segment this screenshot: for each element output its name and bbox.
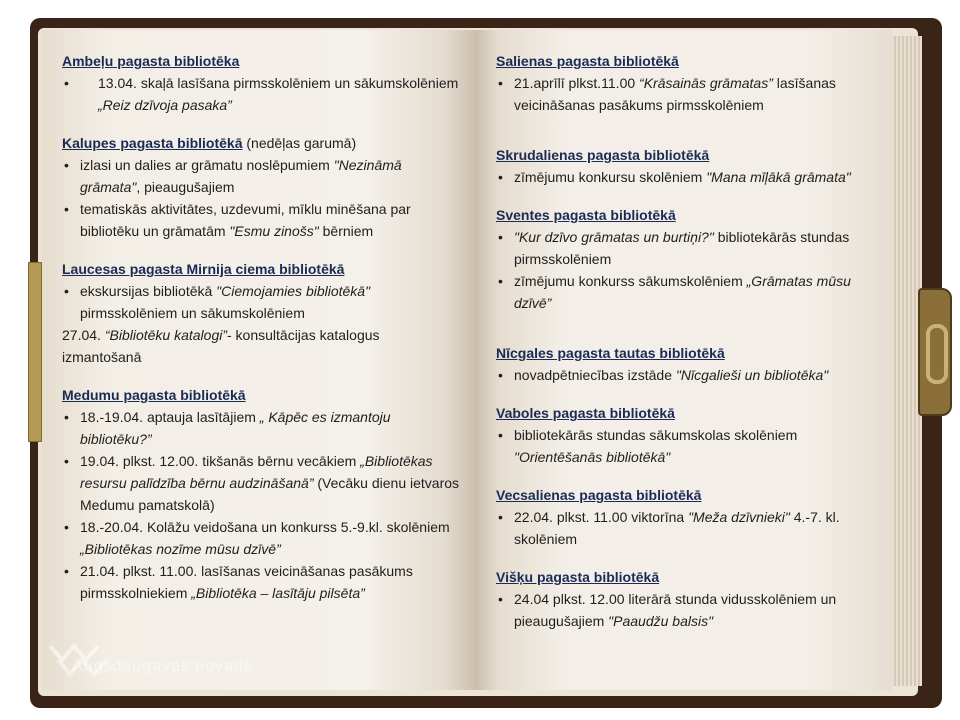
left-clasp (28, 262, 42, 442)
list-item: • zīmējumu konkursu skolēniem "Mana mīļākā grāmata" (496, 166, 886, 188)
list-item: • tematiskās aktivitātes, uzdevumi, mīklu minēšana par bibliotēku un grāmatām "Esmu zinošs" bērniem (62, 198, 462, 242)
section-heading: Vecsalienas pagasta bibliotēkā (496, 487, 702, 503)
section-vecsalienas (496, 484, 886, 550)
clasp-ring (926, 324, 948, 384)
logo-text: Augšdaugavas novads (72, 658, 253, 675)
list-item: • 21.04. plkst. 11.00. lasīšanas veicināšanas pasākums pirmsskolniekiem „Bibliotēka – lasītāju pilsēta” (62, 560, 462, 604)
section-heading: Laucesas pagasta Mirnija ciema bibliotēkā (62, 261, 345, 277)
left-column (62, 50, 462, 620)
list-item: • "Kur dzīvo grāmatas un burtiņi?" bibliotekārās stundas pirmsskolēniem (496, 226, 886, 270)
section-heading: Nīcgales pagasta tautas bibliotēkā (496, 345, 725, 361)
list-item: • 19.04. plkst. 12.00. tikšanās bērnu vecākiem „Bibliotēkas resursu palīdzība bērnu audzināšanā” (Vecāku dienu ietvaros Medumu pamatskolā) (62, 450, 462, 516)
section-heading: Kalupes pagasta bibliotēkā (62, 135, 243, 151)
section-heading: Skrudalienas pagasta bibliotēkā (496, 147, 710, 163)
list-item: • bibliotekārās stundas sākumskolas skolēniem "Orientēšanās bibliotēkā" (496, 424, 886, 468)
list-item: • novadpētniecības izstāde "Nīcgalieši un bibliotēka" (496, 364, 886, 386)
section-heading: Ambeļu pagasta bibliotēka (62, 53, 240, 69)
section-medumu (62, 384, 462, 604)
section-kalupes (62, 132, 462, 242)
section-visku (496, 566, 886, 632)
section-skrudalienas (496, 144, 886, 188)
duration-note: (nedēļas garumā) (246, 135, 357, 151)
section-heading: Višķu pagasta bibliotēkā (496, 569, 660, 585)
list-item: • 13.04. skaļā lasīšana pirmsskolēniem un sākumskolēniem „Reiz dzīvoja pasaka” (62, 72, 462, 116)
section-ambelu (62, 50, 462, 116)
right-clasp (918, 288, 952, 416)
list-item: • ekskursijas bibliotēkā "Ciemojamies bibliotēkā" pirmsskolēniem un sākumskolēniem (62, 280, 462, 324)
section-heading: Sventes pagasta bibliotēkā (496, 207, 676, 223)
right-column (496, 50, 886, 648)
section-sventes (496, 204, 886, 314)
section-heading: Salienas pagasta bibliotēkā (496, 53, 679, 69)
list-item: • izlasi un dalies ar grāmatu noslēpumiem "Nezināmā grāmata", pieaugušajiem (62, 154, 462, 198)
section-vaboles (496, 402, 886, 468)
list-item: • 24.04 plkst. 12.00 literārā stunda vidusskolēniem un pieaugušajiem "Paaudžu balsis" (496, 588, 886, 632)
list-item: • 18.-19.04. aptauja lasītājiem „ Kāpēc es izmantoju bibliotēku?” (62, 406, 462, 450)
list-item: • 18.-20.04. Kolāžu veidošana un konkurss 5.-9.kl. skolēniem „Bibliotēkas nozīme mūsu dzīvē” (62, 516, 462, 560)
list-item: • 22.04. plkst. 11.00 viktorīna "Meža dzīvnieki" 4.-7. kl. skolēniem (496, 506, 886, 550)
section-salienas (496, 50, 886, 116)
section-laucesas (62, 258, 462, 368)
list-item: • 21.aprīlī plkst.11.00 “Krāsainās grāmatas” lasīšanas veicināšanas pasākums pirmsskolēniem (496, 72, 886, 116)
list-item: • zīmējumu konkurss sākumskolēniem „Grāmatas mūsu dzīvē” (496, 270, 886, 314)
section-heading: Vaboles pagasta bibliotēkā (496, 405, 675, 421)
paragraph: 27.04. “Bibliotēku katalogi”- konsultācijas katalogus izmantošanā (62, 327, 380, 365)
section-heading: Medumu pagasta bibliotēkā (62, 387, 246, 403)
section-nicgales (496, 342, 886, 386)
